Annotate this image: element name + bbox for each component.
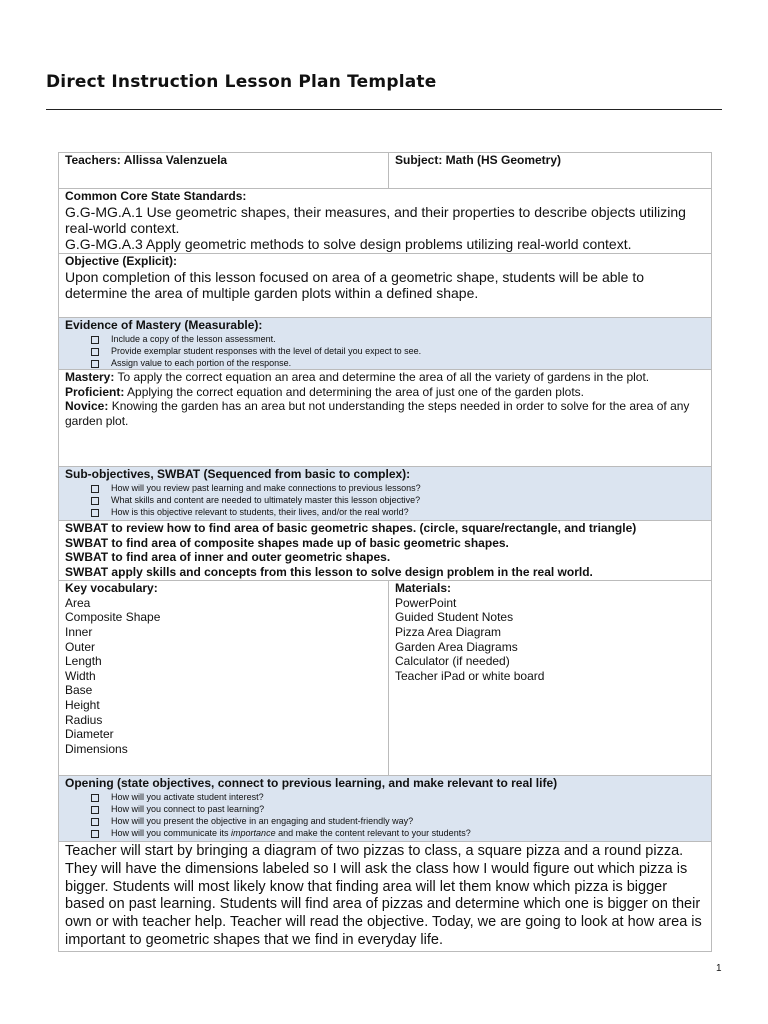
subobjectives-header-cell [59,467,712,521]
objective-text: Upon completion of this lesson focused on area of a geometric shape, students will be able to determine the area of multiple garden plots within a defined shape. [65,268,645,301]
subobjectives-checklist [65,482,705,519]
opening-text: Teacher will start by bringing a diagram of two pizzas to class, a square pizza and a round pizza. They will have the dimensions labeled so I will ask the class how I would figure out which pizza is bigger. Students will most likely know that finding area will let them know which pizza is bigger based on past learning. Students will find area of pizzas and determine which one is bigger on their own or with teacher help. Teacher will read the objective. Today, we are going to look at how area is important to geometric shapes that we find in everyday life. [65,843,702,948]
title-divider [46,109,722,110]
subobjectives-heading: Sub-objectives, SWBAT (Sequenced from basic to complex): [65,467,411,482]
materials-item: PowerPoint [395,595,457,610]
vocabulary-item: Inner [65,624,93,639]
checklist-item: How will you communicate its importance and make the content relevant to your students? [91,827,705,839]
standard-item: G.G-MG.A.1 Use geometric shapes, their measures, and their properties to describe objects utilizing real-world context. [65,203,686,236]
evidence-checklist [65,333,705,370]
objective-cell [59,254,712,318]
evidence-levels-cell [59,370,712,467]
materials-item: Guided Student Notes [395,610,514,625]
standard-item: G.G-MG.A.3 Apply geometric methods to solve design problems utilizing real-world context. [65,236,632,253]
objective-heading: Objective (Explicit): [65,254,178,268]
checklist-item: Provide exemplar student responses with the level of detail you expect to see. [91,345,705,357]
swbat-item: SWBAT to review how to find area of basic geometric shapes. (circle, square/rectangle, and triangle) [65,521,637,536]
proficient-label: Proficient: [65,384,125,399]
materials-item: Teacher iPad or white board [395,668,545,683]
materials-item: Calculator (if needed) [395,654,510,669]
vocabulary-item: Base [65,683,93,698]
standards-heading: Common Core State Standards: [65,189,247,203]
mastery-label: Mastery: [65,370,115,385]
checklist-item: Include a copy of the lesson assessment. [91,333,705,345]
checklist-item: How will you present the objective in an engaging and student-friendly way? [91,815,705,827]
page-title: Direct Instruction Lesson Plan Template [46,72,437,92]
opening-checklist [65,791,705,840]
evidence-header-cell [59,318,712,370]
checklist-item: How will you review past learning and make connections to previous lessons? [91,482,705,494]
vocabulary-item: Length [65,654,102,669]
swbat-item: SWBAT to find area of composite shapes made up of basic geometric shapes. [65,535,509,550]
importance-emphasis: importance [231,828,276,839]
checklist-item: How will you connect to past learning? [91,803,705,815]
checklist-item: What skills and content are needed to ultimately master this lesson objective? [91,494,705,506]
opening-heading: Opening (state objectives, connect to previous learning, and make relevant to real life) [65,776,558,791]
swbat-item: SWBAT to find area of inner and outer geometric shapes. [65,550,391,565]
swbat-cell [59,521,712,581]
vocabulary-item: Radius [65,712,103,727]
vocabulary-item: Area [65,595,91,610]
checklist-item: Assign value to each portion of the response. [91,357,705,369]
vocabulary-item: Width [65,668,96,683]
subject-cell: Subject: Math (HS Geometry) [389,153,712,189]
checklist-item: How is this objective relevant to students, their lives, and/or the real world? [91,506,705,518]
standards-cell [59,189,712,254]
vocabulary-item: Diameter [65,727,114,742]
vocabulary-cell [59,581,389,776]
materials-cell [389,581,712,776]
materials-item: Pizza Area Diagram [395,624,502,639]
vocabulary-item: Height [65,697,100,712]
page-number: 1 [716,963,722,974]
novice-text: Knowing the garden has an area but not understanding the steps needed in order to solve for the area of any garden plot. [65,399,690,428]
opening-text-cell [59,842,712,952]
materials-heading: Materials: [395,581,452,596]
vocabulary-item: Outer [65,639,96,654]
evidence-heading: Evidence of Mastery (Measurable): [65,318,263,332]
checklist-item: How will you activate student interest? [91,791,705,803]
mastery-text: To apply the correct equation an area and determine the area of all the variety of gardens in the plot. [114,370,650,385]
opening-header-cell [59,776,712,842]
novice-label: Novice: [65,399,109,414]
materials-item: Garden Area Diagrams [395,639,518,654]
swbat-item: SWBAT apply skills and concepts from this lesson to solve design problem in the real world. [65,564,593,579]
proficient-text: Applying the correct equation and determining the area of just one of the garden plots. [124,384,584,399]
vocabulary-item: Dimensions [65,741,128,756]
vocabulary-heading: Key vocabulary: [65,581,158,596]
vocabulary-item: Composite Shape [65,610,161,625]
teachers-cell: Teachers: Allissa Valenzuela [59,153,389,189]
lesson-plan-table [58,152,712,952]
